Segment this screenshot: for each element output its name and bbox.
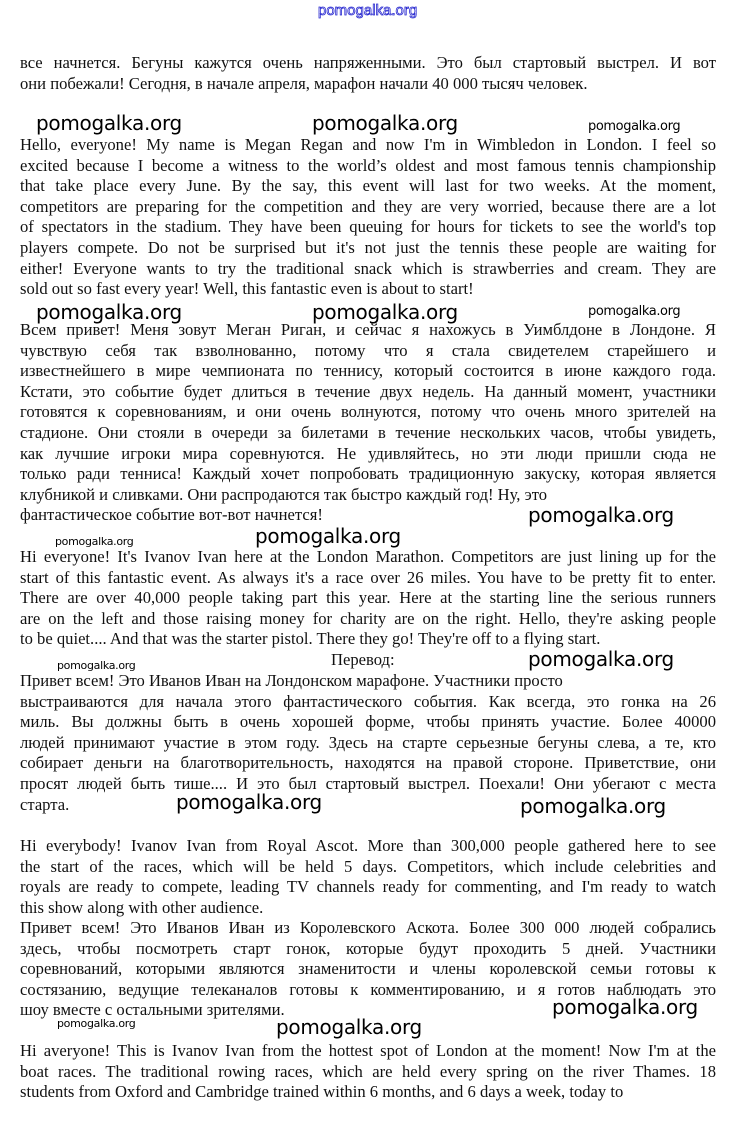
text-line: старта. [20,794,70,814]
watermark: pomogalka.org [588,304,681,319]
watermark: pomogalka.org [36,111,182,135]
watermark: pomogalka.org [520,794,666,818]
text-line: that take place every June. By the say, this event will last for two weeks. At the moment, [20,176,716,196]
text-line: boat races. The traditional rowing races, which are held every spring on the river Thames. 18 [20,1061,716,1081]
text-line: of spectators in the stadium. They have been queuing for hours for tickets to see the world's top [20,217,716,237]
text-line: состязанию, ведущие телеканалов готовы к комментированию, и я готов наблюдать это [20,979,716,999]
text-line: There are over 40,000 people taking part this year. Here at the starting line the serious runners [20,588,716,608]
text-line: Hi averyone! This is Ivanov Ivan from the hottest spot of London at the moment! Now I'm at the [20,1041,716,1060]
text-line: просят людей быть тише.... И это был стартовый выстрел. Поехали! Они убегают с места [20,773,716,793]
text-line: собирает деньги на благотворительность, находятся на правой стороне. Приветствие, они [20,753,716,773]
watermark: pomogalka.org [318,2,418,19]
watermark: pomogalka.org [55,535,134,548]
watermark: pomogalka.org [57,1017,136,1030]
text-line: the start of the races, which will be held 5 days. Competitors, which include celebrities and [20,856,716,876]
watermark: pomogalka.org [276,1015,422,1039]
text-line: соревнований, которыми являются знаменитости и члены королевской семьи готовы к [20,959,716,979]
paragraph [20,547,716,650]
text-line: Привет всем! Это Иванов Иван на Лондонском марафоне. Участники просто [20,671,563,690]
text-line: start of this fantastic event. As always it's a race over 26 miles. You have to be pretty fit to enter. [20,567,716,587]
text-line: this show along with other audience. [20,897,264,917]
text-line: готовятся к соревнованиям, и они очень волнуются, потому что очень много зрителей на [20,402,716,422]
text-line: are on the left and those raising money for charity are on the right. Hello, they're asking people [20,608,716,628]
paragraph [20,836,716,918]
text-line: шоу вместе с остальными зрителями. [20,1000,285,1020]
text-line: competitors are preparing for the competition and they are very worried, because there are a lot [20,196,716,216]
text-line: людей принимают участие в этом году. Здесь на старте серьезные бегуны слева, а те, кто [20,732,716,752]
text-line: Hi everybody! Ivanov Ivan from Royal Ascot. More than 300,000 people gathered here to see [20,836,716,855]
watermark: pomogalka.org [312,300,458,324]
text-line: здесь, чтобы посмотреть старт гонок, которые будут проходить 5 дней. Участники [20,938,716,958]
text-line: как лучшие игроки мира соревнуются. Не удивляйтесь, но эти люди пришли сюда не [20,443,716,463]
text-line: стадионе. Они стояли в очереди за билетами в течение нескольких часов, чтобы увидеть, [20,422,716,442]
text-line: sold out so fast every year! Well, this fantastic even is about to start! [20,279,474,299]
watermark: pomogalka.org [528,503,674,527]
text-line: клубникой и сливками. Они распродаются так быстро каждый год! Ну, это [20,484,548,504]
paragraph [20,135,716,300]
watermark: pomogalka.org [176,790,322,814]
text-line: students from Oxford and Cambridge trained within 6 months, and 6 days a week, today to [20,1082,624,1102]
watermark: pomogalka.org [552,995,698,1019]
text-line: известнейшего в мире чемпионата по теннису, который состоится в июне каждого года. [20,361,716,381]
text-line: чувствую себя так взволнованно, потому что я стала свидетелем старейшего и [20,340,716,360]
translation-label: Перевод: [331,650,395,669]
paragraph [20,1041,716,1103]
text-line: players compete. Do not be surprised but it's not just the tennis these people are waiting for [20,237,716,257]
text-line: Всем привет! Меня зовут Меган Риган, и сейчас я нахожусь в Уимблдоне в Лондоне. Я [20,320,716,339]
watermark: pomogalka.org [312,111,458,135]
watermark: pomogalka.org [588,119,681,134]
text-line: royals are ready to compete, leading TV channels ready for commenting, and I'm ready to watch [20,877,716,897]
text-line: to be quiet.... And that was the starter pistol. There they go! They're off to a flying start. [20,629,601,649]
watermark: pomogalka.org [255,524,401,548]
text-line: миль. Вы должны быть в очень хорошей форме, чтобы принять участие. Более 40000 [20,712,716,732]
watermark: pomogalka.org [36,300,182,324]
text-line: excited because I become a witness to the world’s oldest and most famous tennis championship [20,155,716,175]
text-line: все начнется. Бегуны кажутся очень напряженными. Это был стартовый выстрел. И вот [20,53,716,72]
text-line: они побежали! Сегодня, в начале апреля, марафон начали 40 000 тысяч человек. [20,73,588,93]
text-line: выстраиваются для начала этого фантастического события. Как всегда, это гонка на 26 [20,691,716,711]
text-line: Hi everyone! It's Ivanov Ivan here at the London Marathon. Competitors are just lining up for the [20,547,716,566]
text-line: фантастическое событие вот-вот начнется! [20,505,323,525]
text-line: either! Everyone wants to try the traditional snack which is strawberries and cream. They are [20,258,716,278]
watermark: pomogalka.org [528,647,674,671]
watermark: pomogalka.org [57,659,136,672]
text-line: Привет всем! Это Иванов Иван из Королевского Аскота. Более 300 000 людей собрались [20,918,716,937]
text-line: только ради тенниса! Каждый хочет попробовать традиционную закуску, которая является [20,464,716,484]
paragraph [20,53,716,94]
text-line: Hello, everyone! My name is Megan Regan and now I'm in Wimbledon in London. I feel so [20,135,716,154]
text-line: Кстати, это событие будет длиться в течение двух недель. На данный момент, участники [20,381,716,401]
paragraph [20,320,716,526]
